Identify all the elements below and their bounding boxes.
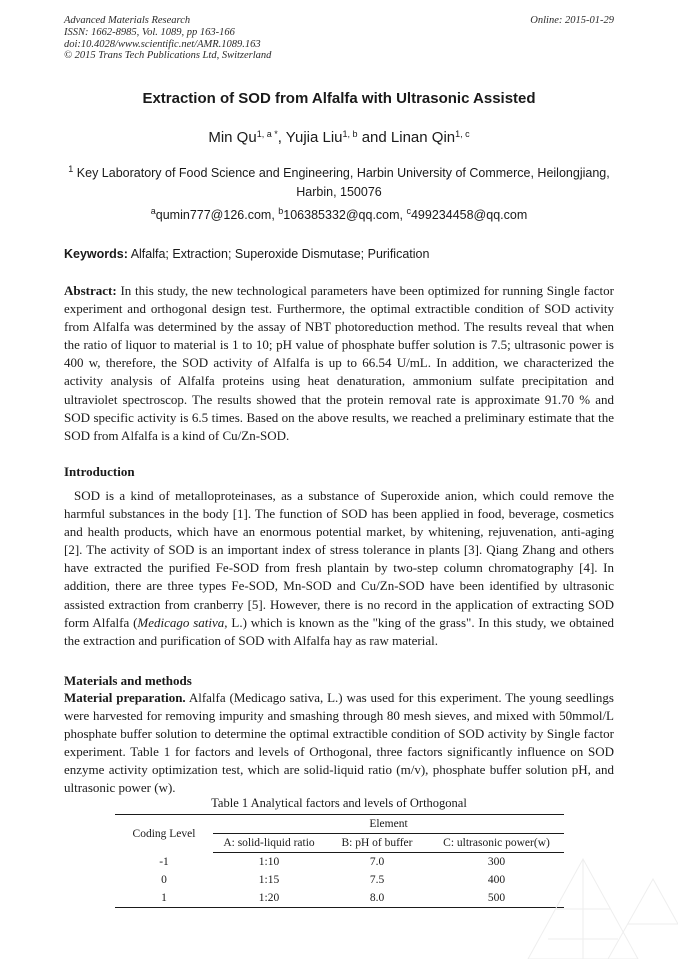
introduction-paragraph [64,487,614,650]
table-cell: 7.5 [369,874,385,886]
abstract [64,282,614,445]
journal-name: Advanced Materials Research [64,15,191,26]
methods-label: Material preparation. [64,690,186,705]
journal-copyright: © 2015 Trans Tech Publications Ltd, Switzerland [64,50,272,62]
intro-species-name: Medicago sativa [137,614,225,630]
online-date: Online: 2015-01-29 [530,15,614,26]
table-cell: 300 [487,856,506,868]
intro-text: SOD is a kind of metalloproteinases, as a substance of Superoxide anion, which could remove the harmful substances in the body [1]. The function of SOD has been applied in food, beverage, cosmetics and health products, which have an enormous potential market, by whitening, rejuvenation, anti-aging [2]. The activity of SOD is an important index of stress tolerance in plants [3]. Qiang Zhang and others have extracted the purified Fe-SOD from fresh plantain by two-step column chromatography [4]. In addition, there are three types Fe-SOD, Mn-SOD and Cu/Zn-SOD have been identified by ultrasonic assisted extraction from cranberry [5]. However, there is no record in the application of extracting SOD form Alfalfa ( [64,488,614,630]
journal-doi: doi:10.4028/www.scientific.net/AMR.1089.163 [64,38,261,50]
methods-paragraph [64,689,614,798]
author-separator: and [357,129,391,146]
table-cell: 0 [161,874,167,886]
table-cell: 400 [487,874,506,886]
author-emails [0,208,678,222]
journal-header [64,15,271,62]
table-row [115,889,564,908]
table-cell: -1 [159,855,169,868]
table-row [115,871,564,889]
table-cell: 1:20 [213,889,325,908]
methods-text: Alfalfa (Medicago sativa, L.) was used for this experiment. The young seedlings were harvested for removing impurity and smashing through 80 mesh sieves, and mixed with 50mmol/L phosphate buffer solution to determine the optimal extractible condition of SOD activity by Single factor experiment. Table 1 for factors and levels of Orthogonal, three factors significantly influence on SOD enzyme activity optimization test, which are solid-liquid ratio (m/v), phosphate buffer solution pH, and ultrasonic power (w). [64,690,614,796]
header-ultrasonic-power: C: ultrasonic power(w) [429,834,564,853]
email-address: 499234458@qq.com [410,208,528,222]
header-solid-liquid-ratio: A: solid-liquid ratio [213,834,325,853]
table-row [115,853,564,872]
abstract-text: In this study, the new technological parameters have been optimized for running Single factor experiment and orthogonal design test. Furthermore, the optimal extractible condition of SOD activity from Alfalfa was determined by the assay of NBT photoreduction method. The results reveal that when the ratio of liquor to material is 1 to 10; pH value of phosphate buffer solution is 7.5; ultrasonic power is 400 w, therefore, the SOD activity of Alfalfa is up to 66.54 U/mL. In addition, we characterized the activity analysis of Alfalfa proteins using heat denaturation, ammonium sulfate precipitation and ultraviolet spectroscop. The results showed that the protein removal rate is approximate 91.70 % and SOD specific activity is 6.5 times. Based on the above results, we reached a preliminary estimate that the SOD from Alfalfa is a kind of Cu/Zn-SOD. [64,283,614,443]
keywords [64,247,614,261]
author-affil-mark: 1, b [342,129,358,139]
header-ph-buffer: B: pH of buffer [325,834,429,853]
table-cell: 1:15 [258,874,280,886]
publisher-watermark [508,829,678,959]
author-affil-mark: 1, c [455,129,470,139]
email-address: qumin777@126.com, [155,208,279,222]
table-cell: 7.0 [369,856,385,868]
author-name: Min Qu [208,129,257,146]
keywords-text: Alfalfa; Extraction; Superoxide Dismutase; Purification [127,247,430,261]
email-address: 106385332@qq.com, [283,208,407,222]
affiliation-text: Key Laboratory of Food Science and Engineering, Harbin University of Commerce, Heilongjiang, Harbin, 150076 [76,166,610,199]
paper-title: Extraction of SOD from Alfalfa with Ultrasonic Assisted [142,90,536,107]
author-name: Yujia Liu [285,129,343,146]
intro-text: , L.) which is known as the "king of the grass". In this study, we obtained the extraction and purification of SOD with Alfalfa hay as raw material. [64,614,614,648]
email-mark: a [150,206,156,216]
affiliation [64,164,614,202]
section-heading-introduction: Introduction [64,464,135,479]
table-header-row [115,815,564,834]
orthogonal-table [115,814,564,908]
author-name: Linan Qin [390,129,456,146]
journal-issn: ISSN: 1662-8985, Vol. 1089, pp 163-166 [64,26,235,38]
table-cell: 1 [115,889,213,908]
keywords-label: Keywords: [64,247,128,261]
email-mark: c [406,206,411,216]
email-mark: b [278,206,284,216]
affiliation-mark: 1 [68,164,74,174]
author-list [0,129,678,146]
header-element: Element [213,815,564,834]
table-caption: Table 1 Analytical factors and levels of Orthogonal [211,796,467,810]
table-cell: 8.0 [325,889,429,908]
author-affil-mark: 1, a * [256,129,278,139]
author-separator: , [277,129,286,146]
table-cell: 500 [429,889,564,908]
table-cell: 1:10 [258,856,280,868]
header-coding-level: Coding Level [115,815,213,853]
abstract-label: Abstract: [64,283,117,298]
section-heading-methods: Materials and methods [64,673,192,688]
